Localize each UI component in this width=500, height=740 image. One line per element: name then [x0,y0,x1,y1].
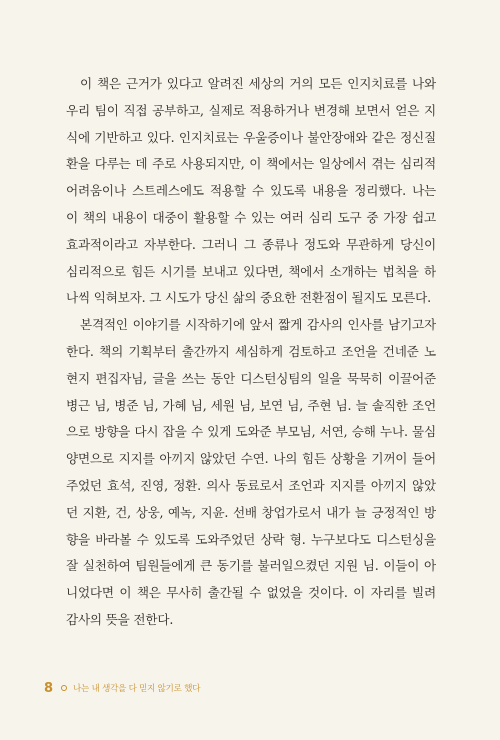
text-line: 감사의 뜻을 전한다. [66,611,174,627]
text-line: 한다. 책의 기획부터 출간까지 세심하게 검토하고 조언을 건네준 노 [66,343,436,359]
text-line: 으로 방향을 다시 잡을 수 있게 도와준 부모님, 서연, 승해 누나. 물심 [66,424,436,440]
running-title: 나는 내 생각을 다 믿지 않기로 했다 [73,684,201,694]
circle-separator-icon [61,685,67,691]
text-line: 식에 기반하고 있다. 인지치료는 우울증이나 불안장애와 같은 정신질 [66,129,436,145]
text-line: 이 책은 근거가 있다고 알려진 세상의 거의 모든 인지치료를 나와 [80,76,436,91]
body-text [66,71,436,634]
text-line: 주었던 효석, 진영, 정환. 의사 동료로서 조언과 지지를 아끼지 않았 [66,477,436,493]
text-line: 현지 편집자님, 글을 쓰는 동안 디스턴싱팀의 일을 묵묵히 이끌어준 [66,370,436,386]
text-line: 향을 바라볼 수 있도록 도와주었던 상락 형. 누구보다도 디스턴싱을 [66,531,436,547]
page-footer [44,678,200,698]
text-line: 니었다면 이 책은 무사히 출간될 수 없었을 것이다. 이 자리를 빌려 [66,585,436,601]
text-line: 병근 님, 병준 님, 가혜 님, 세원 님, 보연 님, 주현 님. 늘 솔직한 조언 [66,397,436,413]
text-line: 이 책의 내용이 대중이 활용할 수 있는 여러 심리 도구 중 가장 쉽고 [66,209,436,225]
text-line: 효과적이라고 자부한다. 그러니 그 종류나 정도와 무관하게 당신이 [66,236,436,252]
text-line: 양면으로 지지를 아끼지 않았던 수연. 나의 힘든 상황을 기꺼이 들어 [66,451,436,467]
text-line: 던 지환, 건, 상웅, 예녹, 지윤. 선배 창업가로서 내가 늘 긍정적인 방 [66,504,436,520]
text-line: 나씩 익혀보자. 그 시도가 당신 삶의 중요한 전환점이 될지도 모른다. [66,290,431,306]
text-line: 심리적으로 힘든 시기를 보내고 있다면, 책에서 소개하는 법칙을 하 [66,263,436,279]
text-line: 잘 실천하여 팀원들에게 큰 동기를 불러일으켰던 지원 님. 이들이 아 [66,558,436,574]
text-line: 환을 다루는 데 주로 사용되지만, 이 책에서는 일상에서 겪는 심리적 [66,156,436,172]
text-line: 어려움이나 스트레스에도 적용할 수 있도록 내용을 정리했다. 나는 [66,183,436,199]
text-line: 우리 팀이 직접 공부하고, 실제로 적용하거나 변경해 보면서 얻은 지 [66,102,436,118]
page-number: 8 [44,680,54,696]
text-line: 본격적인 이야기를 시작하기에 앞서 짧게 감사의 인사를 남기고자 [80,317,436,333]
